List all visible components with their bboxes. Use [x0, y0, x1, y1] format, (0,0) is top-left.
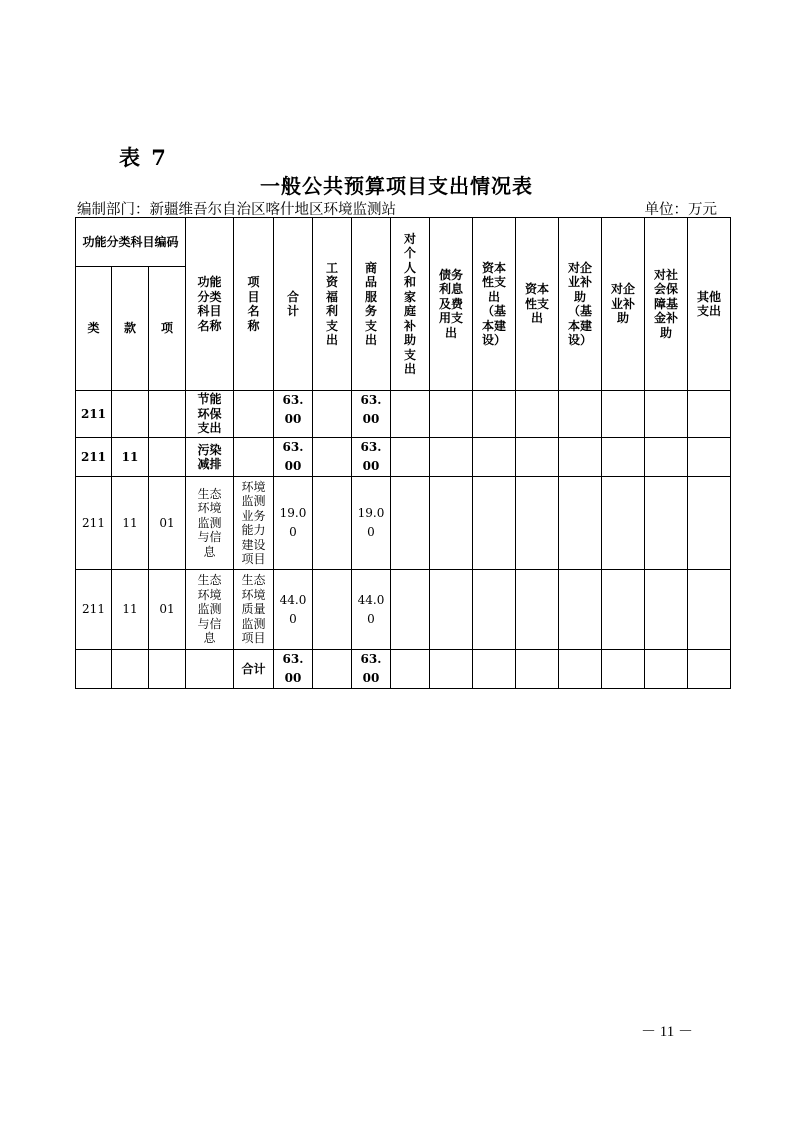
cell-enterprise [602, 570, 645, 650]
cell-project [234, 438, 274, 477]
cell-capital [516, 391, 559, 438]
cell-social [645, 650, 688, 689]
header-xiang: 项 [149, 267, 186, 391]
cell-enterprise [602, 650, 645, 689]
cell-total: 44.00 [274, 570, 313, 650]
cell-salary [313, 570, 352, 650]
cell-debt [430, 477, 473, 570]
cell-personal [391, 650, 430, 689]
cell-other [688, 650, 731, 689]
cell-xiang: 01 [149, 570, 186, 650]
cell-salary [313, 650, 352, 689]
header-capital-construction: 资本性支出（基本建设） [473, 218, 516, 391]
cell-xiang [149, 650, 186, 689]
cell-enterprise-construct [559, 438, 602, 477]
table-row [76, 391, 731, 438]
cell-total: 63.00 [274, 391, 313, 438]
cell-enterprise [602, 391, 645, 438]
header-goods-services: 商品服务支出 [352, 218, 391, 391]
page-title: 一般公共预算项目支出情况表 [260, 174, 533, 198]
cell-kuan: 11 [112, 438, 149, 477]
cell-func-name: 节能环保支出 [186, 391, 234, 438]
cell-goods: 63.00 [352, 391, 391, 438]
cell-lei [76, 650, 112, 689]
cell-total: 63.00 [274, 438, 313, 477]
cell-enterprise-construct [559, 391, 602, 438]
table-row [76, 477, 731, 570]
cell-other [688, 391, 731, 438]
cell-capital-construct [473, 391, 516, 438]
cell-other [688, 477, 731, 570]
cell-enterprise-construct [559, 570, 602, 650]
cell-kuan: 11 [112, 477, 149, 570]
unit-label: 单位：万元 [644, 202, 717, 218]
cell-social [645, 570, 688, 650]
cell-social [645, 391, 688, 438]
table-row [76, 570, 731, 650]
header-debt-interest: 债务利息及费用支出 [430, 218, 473, 391]
cell-xiang [149, 438, 186, 477]
total-row [76, 650, 731, 689]
cell-salary [313, 477, 352, 570]
cell-func-name: 污染减排 [186, 438, 234, 477]
header-row-1 [76, 218, 731, 267]
cell-kuan [112, 650, 149, 689]
budget-table [75, 217, 731, 689]
cell-other [688, 570, 731, 650]
cell-kuan: 11 [112, 570, 149, 650]
cell-salary [313, 391, 352, 438]
cell-capital-construct [473, 650, 516, 689]
cell-debt [430, 438, 473, 477]
cell-personal [391, 570, 430, 650]
cell-xiang [149, 391, 186, 438]
cell-other [688, 438, 731, 477]
header-other: 其他支出 [688, 218, 731, 391]
cell-lei: 211 [76, 438, 112, 477]
page-number: － 11 － [641, 1024, 693, 1040]
table-row [76, 438, 731, 477]
header-enterprise-subsidy: 对企业补助 [602, 218, 645, 391]
cell-project: 生态环境质量监测项目 [234, 570, 274, 650]
cell-project: 环境监测业务能力建设项目 [234, 477, 274, 570]
cell-project [234, 391, 274, 438]
cell-goods: 63.00 [352, 438, 391, 477]
cell-social [645, 438, 688, 477]
header-personal-subsidy: 对个人和家庭补助支出 [391, 218, 430, 391]
cell-enterprise [602, 438, 645, 477]
header-project-name: 项目名称 [234, 218, 274, 391]
cell-lei: 211 [76, 477, 112, 570]
cell-kuan [112, 391, 149, 438]
cell-social [645, 477, 688, 570]
header-salary: 工资福利支出 [313, 218, 352, 391]
header-function-name: 功能分类科目名称 [186, 218, 234, 391]
cell-capital-construct [473, 477, 516, 570]
cell-enterprise [602, 477, 645, 570]
cell-capital [516, 477, 559, 570]
cell-capital [516, 570, 559, 650]
total-label: 合计 [234, 650, 274, 689]
cell-debt [430, 391, 473, 438]
table-label: 表 7 [119, 145, 168, 170]
total-goods: 63.00 [352, 650, 391, 689]
header-capital: 资本性支出 [516, 218, 559, 391]
cell-capital-construct [473, 570, 516, 650]
cell-xiang: 01 [149, 477, 186, 570]
cell-enterprise-construct [559, 650, 602, 689]
cell-debt [430, 650, 473, 689]
header-enterprise-construction: 对企业补助（基本建设） [559, 218, 602, 391]
cell-enterprise-construct [559, 477, 602, 570]
department-label: 编制部门：新疆维吾尔自治区喀什地区环境监测站 [77, 202, 396, 218]
cell-personal [391, 477, 430, 570]
header-social-security: 对社会保障基金补助 [645, 218, 688, 391]
header-total: 合计 [274, 218, 313, 391]
cell-func-name: 生态环境监测与信息 [186, 477, 234, 570]
cell-goods: 19.00 [352, 477, 391, 570]
header-lei: 类 [76, 267, 112, 391]
cell-personal [391, 438, 430, 477]
cell-lei: 211 [76, 391, 112, 438]
cell-capital [516, 650, 559, 689]
cell-func-name: 生态环境监测与信息 [186, 570, 234, 650]
total-sum: 63.00 [274, 650, 313, 689]
cell-personal [391, 391, 430, 438]
cell-capital-construct [473, 438, 516, 477]
cell-debt [430, 570, 473, 650]
cell-total: 19.00 [274, 477, 313, 570]
cell-lei: 211 [76, 570, 112, 650]
header-kuan: 款 [112, 267, 149, 391]
header-function-code: 功能分类科目编码 [76, 218, 186, 267]
cell-goods: 44.00 [352, 570, 391, 650]
cell-capital [516, 438, 559, 477]
cell-func-name [186, 650, 234, 689]
cell-salary [313, 438, 352, 477]
